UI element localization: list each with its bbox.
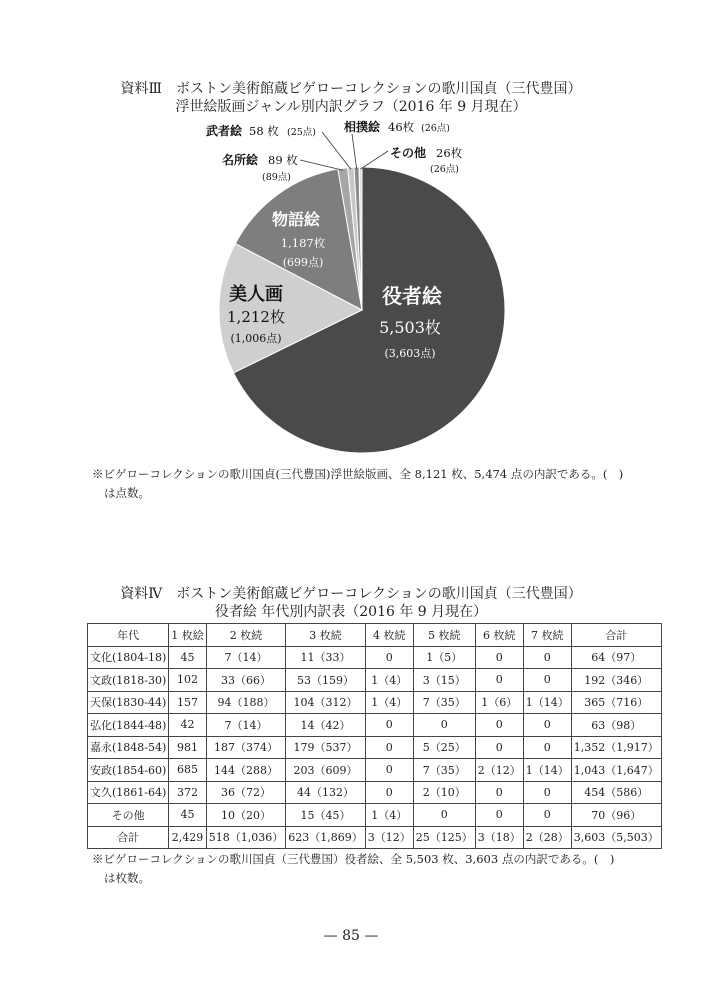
count-cell: 0 [523,714,571,737]
slice-value-yakushae: 5,503枚 [379,318,441,337]
column-header: 1 枚絵 [169,624,207,647]
count-cell: 45 [169,646,207,669]
count-cell: 2（28） [523,826,571,849]
count-cell: 372 [169,781,207,804]
count-cell: 2,429 [169,826,207,849]
table-footnote [92,850,652,888]
count-cell: 0 [413,714,475,737]
era-cell: その他 [88,804,169,827]
leader-line [361,151,388,169]
count-cell: 14（42） [286,714,366,737]
table-header-row [88,624,662,647]
table-row [88,759,662,782]
slice-points-sumoe: (26点) [421,123,451,134]
column-header: 6 枚続 [475,624,523,647]
leader-line [322,132,351,169]
count-cell: 0 [523,781,571,804]
count-cell: 518（1,036） [206,826,286,849]
page-number: — 85 — [323,928,379,944]
era-cell: 文化(1804-18) [88,646,169,669]
slice-label-monogatarie: 物語絵 [271,210,321,229]
slice-points-meishoe: (89点) [262,172,292,183]
slice-value-mushae: 58 枚 [249,124,279,138]
count-cell: 454（586） [571,781,661,804]
column-header: 5 枚続 [413,624,475,647]
count-cell: 15（45） [286,804,366,827]
count-cell: 7（14） [206,646,286,669]
count-cell: 1（5） [413,646,475,669]
slice-points-monogatarie: (699点) [282,256,324,269]
era-cell: 天保(1830-44) [88,691,169,714]
count-cell: 2（10） [413,781,475,804]
count-cell: 0 [365,781,413,804]
column-header: 合計 [571,624,661,647]
count-cell: 3（18） [475,826,523,849]
count-cell: 192（346） [571,669,661,692]
count-cell: 3（12） [365,826,413,849]
table-footnote-line2: は枚数。 [104,871,150,885]
count-cell: 0 [413,804,475,827]
count-cell: 0 [475,781,523,804]
count-cell: 63（98） [571,714,661,737]
count-cell: 623（1,869） [286,826,366,849]
era-cell: 合計 [88,826,169,849]
count-cell: 0 [475,714,523,737]
count-cell: 1（14） [523,759,571,782]
table-row [88,736,662,759]
count-cell: 0 [365,714,413,737]
count-cell: 42 [169,714,207,737]
slice-points-mushae: (25点) [287,127,317,138]
table-row [88,781,662,804]
count-cell: 36（72） [206,781,286,804]
slice-value-other: 26枚 [436,146,463,160]
count-cell: 45 [169,804,207,827]
count-cell: 179（537） [286,736,366,759]
table-footnote-line1: ※ビゲローコレクションの歌川国貞（三代豊国）役者絵、全 5,503 枚、3,603 点の内訳である。( ) [92,852,615,866]
count-cell: 1（4） [365,804,413,827]
chart-footnote [92,465,652,503]
era-cell: 安政(1854-60) [88,759,169,782]
count-cell: 1（14） [523,691,571,714]
count-cell: 5（25） [413,736,475,759]
chart-caption-line2: 浮世絵版画ジャンル別内訳グラフ（2016 年 9 月現在） [175,99,527,115]
count-cell: 0 [365,736,413,759]
count-cell: 11（33） [286,646,366,669]
table-caption-line1: 資料Ⅳ ボストン美術館蔵ビゲローコレクションの歌川国貞（三代豊国） [120,586,582,602]
slice-value-sumoe: 46枚 [388,120,415,134]
count-cell: 1（6） [475,691,523,714]
era-cell: 嘉永(1848-54) [88,736,169,759]
slice-value-monogatarie: 1,187枚 [280,236,326,250]
count-cell: 104（312） [286,691,366,714]
count-cell: 3,603（5,503） [571,826,661,849]
table-row [88,669,662,692]
count-cell: 2（12） [475,759,523,782]
count-cell: 33（66） [206,669,286,692]
count-cell: 685 [169,759,207,782]
column-header: 4 枚続 [365,624,413,647]
count-cell: 1,352（1,917） [571,736,661,759]
slice-label-mushae: 武者絵 [206,124,243,138]
count-cell: 187（374） [206,736,286,759]
slice-points-other: (26点) [430,164,460,175]
table-row [88,646,662,669]
count-cell: 53（159） [286,669,366,692]
count-cell: 0 [475,736,523,759]
count-cell: 70（96） [571,804,661,827]
count-cell: 157 [169,691,207,714]
count-cell: 0 [475,646,523,669]
chart-footnote-line1: ※ビゲローコレクションの歌川国貞(三代豊国)浮世絵版画、全 8,121 枚、5,474 点の内訳である。( ) [92,467,624,481]
count-cell: 44（132） [286,781,366,804]
leader-line [300,160,343,170]
total-row [88,826,662,849]
count-cell: 0 [365,759,413,782]
count-cell: 0 [523,736,571,759]
count-cell: 64（97） [571,646,661,669]
count-cell: 10（20） [206,804,286,827]
table-row [88,714,662,737]
slice-label-yakushae: 役者絵 [382,284,442,308]
era-cell: 文久(1861-64) [88,781,169,804]
slice-points-yakushae: (3,603点) [384,347,436,360]
count-cell: 3（15） [413,669,475,692]
count-cell: 7（35） [413,759,475,782]
count-cell: 1（4） [365,691,413,714]
count-cell: 0 [523,804,571,827]
count-cell: 0 [475,804,523,827]
slice-label-other: その他 [390,146,427,160]
column-header: 7 枚続 [523,624,571,647]
slice-value-bijinga: 1,212枚 [227,308,285,326]
leader-line [352,134,357,169]
count-cell: 94（188） [206,691,286,714]
slice-points-bijinga: (1,006点) [230,332,282,345]
table-caption-line2: 役者絵 年代別内訳表（2016 年 9 月現在） [214,604,488,620]
count-cell: 102 [169,669,207,692]
chart-footnote-line2: は点数。 [104,486,150,500]
column-header: 3 枚続 [286,624,366,647]
count-cell: 25（125） [413,826,475,849]
count-cell: 0 [523,646,571,669]
slice-label-meishoe: 名所絵 [222,153,259,167]
yakushae-era-table [87,623,662,849]
count-cell: 7（14） [206,714,286,737]
genre-pie-chart [0,120,702,465]
count-cell: 203（609） [286,759,366,782]
era-cell: 弘化(1844-48) [88,714,169,737]
era-cell: 文政(1818-30) [88,669,169,692]
count-cell: 1,043（1,647） [571,759,661,782]
count-cell: 1（4） [365,669,413,692]
slice-label-sumoe: 相撲絵 [344,120,381,134]
slice-label-bijinga: 美人画 [229,284,283,305]
table-row [88,691,662,714]
count-cell: 981 [169,736,207,759]
count-cell: 365（716） [571,691,661,714]
column-header: 年代 [88,624,169,647]
count-cell: 0 [365,646,413,669]
chart-caption-line1: 資料Ⅲ ボストン美術館蔵ビゲローコレクションの歌川国貞（三代豊国） [120,81,582,97]
count-cell: 0 [523,669,571,692]
column-header: 2 枚続 [206,624,286,647]
slice-value-meishoe: 89 枚 [268,153,298,167]
count-cell: 144（288） [206,759,286,782]
count-cell: 0 [475,669,523,692]
table-row [88,804,662,827]
count-cell: 7（35） [413,691,475,714]
